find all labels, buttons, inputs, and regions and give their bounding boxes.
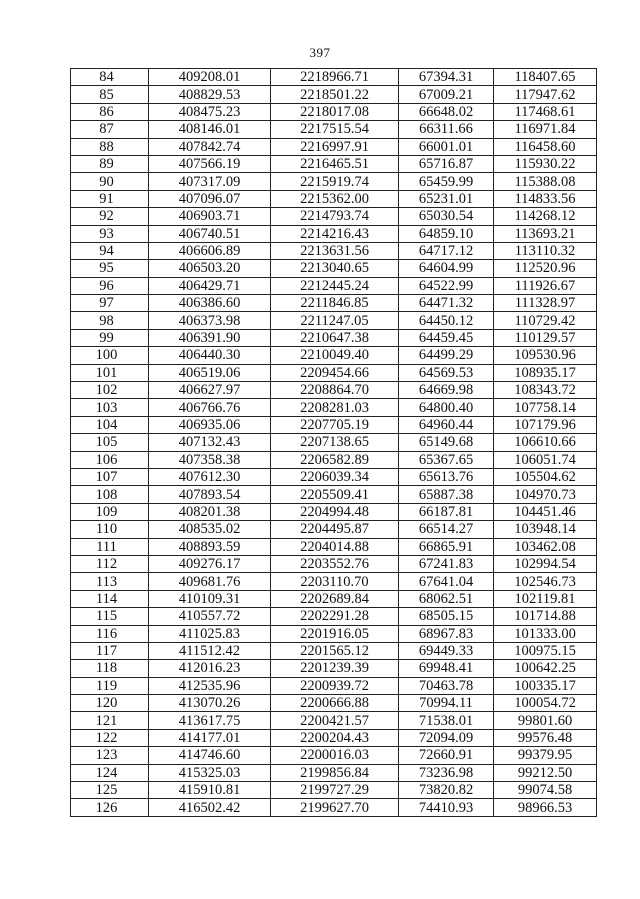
coord-a-cell: 415910.81 xyxy=(149,782,271,799)
coord-b-cell: 2216465.51 xyxy=(271,155,399,172)
table-row xyxy=(71,312,597,329)
coord-c-cell: 72094.09 xyxy=(399,729,494,746)
coord-d-cell: 110729.42 xyxy=(494,312,597,329)
coord-c-cell: 64471.32 xyxy=(399,295,494,312)
coord-c-cell: 65613.76 xyxy=(399,468,494,485)
coord-d-cell: 113110.32 xyxy=(494,242,597,259)
coord-c-cell: 70463.78 xyxy=(399,677,494,694)
coord-d-cell: 108343.72 xyxy=(494,382,597,399)
coord-c-cell: 74410.93 xyxy=(399,799,494,816)
point-number-cell: 110 xyxy=(71,521,149,538)
coord-c-cell: 64499.29 xyxy=(399,347,494,364)
coord-c-cell: 66514.27 xyxy=(399,521,494,538)
point-number-cell: 84 xyxy=(71,69,149,86)
point-number-cell: 98 xyxy=(71,312,149,329)
coord-b-cell: 2199856.84 xyxy=(271,764,399,781)
coord-c-cell: 64859.10 xyxy=(399,225,494,242)
coord-c-cell: 64960.44 xyxy=(399,416,494,433)
coord-d-cell: 115388.08 xyxy=(494,173,597,190)
coord-c-cell: 73236.98 xyxy=(399,764,494,781)
coord-d-cell: 117947.62 xyxy=(494,86,597,103)
coord-b-cell: 2212445.24 xyxy=(271,277,399,294)
point-number-cell: 124 xyxy=(71,764,149,781)
coord-d-cell: 103948.14 xyxy=(494,521,597,538)
coord-b-cell: 2201565.12 xyxy=(271,642,399,659)
coord-a-cell: 406373.98 xyxy=(149,312,271,329)
coord-a-cell: 406935.06 xyxy=(149,416,271,433)
table-row xyxy=(71,416,597,433)
table-row xyxy=(71,225,597,242)
coordinates-table xyxy=(70,68,597,817)
table-row xyxy=(71,173,597,190)
coord-c-cell: 64450.12 xyxy=(399,312,494,329)
coord-a-cell: 411025.83 xyxy=(149,625,271,642)
coord-a-cell: 406391.90 xyxy=(149,329,271,346)
coord-d-cell: 99212.50 xyxy=(494,764,597,781)
coord-a-cell: 406386.60 xyxy=(149,295,271,312)
coord-c-cell: 67641.04 xyxy=(399,573,494,590)
coord-a-cell: 416502.42 xyxy=(149,799,271,816)
table-row xyxy=(71,747,597,764)
coord-b-cell: 2214793.74 xyxy=(271,208,399,225)
coord-d-cell: 111926.67 xyxy=(494,277,597,294)
coord-c-cell: 71538.01 xyxy=(399,712,494,729)
table-row xyxy=(71,208,597,225)
coord-a-cell: 410109.31 xyxy=(149,590,271,607)
coord-b-cell: 2207138.65 xyxy=(271,434,399,451)
coord-c-cell: 66865.91 xyxy=(399,538,494,555)
coord-a-cell: 408829.53 xyxy=(149,86,271,103)
coord-a-cell: 412535.96 xyxy=(149,677,271,694)
point-number-cell: 117 xyxy=(71,642,149,659)
point-number-cell: 95 xyxy=(71,260,149,277)
coord-b-cell: 2210647.38 xyxy=(271,329,399,346)
coord-a-cell: 413070.26 xyxy=(149,695,271,712)
table-row xyxy=(71,69,597,86)
table-row xyxy=(71,260,597,277)
coord-a-cell: 407612.30 xyxy=(149,468,271,485)
table-row xyxy=(71,555,597,572)
coord-c-cell: 66001.01 xyxy=(399,138,494,155)
table-row xyxy=(71,364,597,381)
coord-c-cell: 68062.51 xyxy=(399,590,494,607)
coord-a-cell: 408893.59 xyxy=(149,538,271,555)
coord-d-cell: 100975.15 xyxy=(494,642,597,659)
coord-a-cell: 406440.30 xyxy=(149,347,271,364)
coord-a-cell: 406606.89 xyxy=(149,242,271,259)
point-number-cell: 102 xyxy=(71,382,149,399)
table-row xyxy=(71,155,597,172)
coord-a-cell: 409681.76 xyxy=(149,573,271,590)
coord-d-cell: 99379.95 xyxy=(494,747,597,764)
coord-c-cell: 64800.40 xyxy=(399,399,494,416)
point-number-cell: 90 xyxy=(71,173,149,190)
coord-d-cell: 114833.56 xyxy=(494,190,597,207)
coord-d-cell: 102546.73 xyxy=(494,573,597,590)
coord-b-cell: 2218966.71 xyxy=(271,69,399,86)
coord-b-cell: 2211846.85 xyxy=(271,295,399,312)
coord-a-cell: 406503.20 xyxy=(149,260,271,277)
coord-b-cell: 2217515.54 xyxy=(271,121,399,138)
table-row xyxy=(71,242,597,259)
coord-b-cell: 2210049.40 xyxy=(271,347,399,364)
coord-b-cell: 2204014.88 xyxy=(271,538,399,555)
coord-c-cell: 64569.53 xyxy=(399,364,494,381)
coord-a-cell: 406766.76 xyxy=(149,399,271,416)
table-row xyxy=(71,503,597,520)
coord-a-cell: 408201.38 xyxy=(149,503,271,520)
table-row xyxy=(71,764,597,781)
coord-c-cell: 70994.11 xyxy=(399,695,494,712)
coord-d-cell: 100335.17 xyxy=(494,677,597,694)
coord-d-cell: 112520.96 xyxy=(494,260,597,277)
coord-b-cell: 2213631.56 xyxy=(271,242,399,259)
coord-c-cell: 67241.83 xyxy=(399,555,494,572)
table-row xyxy=(71,382,597,399)
coord-b-cell: 2216997.91 xyxy=(271,138,399,155)
table-row xyxy=(71,277,597,294)
page-number: 397 xyxy=(309,45,331,60)
coord-a-cell: 407096.07 xyxy=(149,190,271,207)
coord-c-cell: 66648.02 xyxy=(399,103,494,120)
table-row xyxy=(71,295,597,312)
coord-b-cell: 2208864.70 xyxy=(271,382,399,399)
point-number-cell: 109 xyxy=(71,503,149,520)
coord-c-cell: 65716.87 xyxy=(399,155,494,172)
coord-a-cell: 407893.54 xyxy=(149,486,271,503)
point-number-cell: 99 xyxy=(71,329,149,346)
point-number-cell: 89 xyxy=(71,155,149,172)
coord-b-cell: 2218017.08 xyxy=(271,103,399,120)
coord-b-cell: 2215919.74 xyxy=(271,173,399,190)
coord-b-cell: 2203110.70 xyxy=(271,573,399,590)
table-row xyxy=(71,521,597,538)
coord-c-cell: 65030.54 xyxy=(399,208,494,225)
point-number-cell: 113 xyxy=(71,573,149,590)
coord-d-cell: 104970.73 xyxy=(494,486,597,503)
point-number-cell: 85 xyxy=(71,86,149,103)
coord-b-cell: 2199627.70 xyxy=(271,799,399,816)
coord-a-cell: 406429.71 xyxy=(149,277,271,294)
point-number-cell: 125 xyxy=(71,782,149,799)
coord-b-cell: 2200421.57 xyxy=(271,712,399,729)
point-number-cell: 101 xyxy=(71,364,149,381)
coord-d-cell: 103462.08 xyxy=(494,538,597,555)
coord-b-cell: 2200666.88 xyxy=(271,695,399,712)
table-row xyxy=(71,451,597,468)
coord-b-cell: 2202291.28 xyxy=(271,608,399,625)
coord-c-cell: 67009.21 xyxy=(399,86,494,103)
point-number-cell: 106 xyxy=(71,451,149,468)
coord-b-cell: 2207705.19 xyxy=(271,416,399,433)
point-number-cell: 100 xyxy=(71,347,149,364)
coord-d-cell: 114268.12 xyxy=(494,208,597,225)
coord-c-cell: 69449.33 xyxy=(399,642,494,659)
coord-b-cell: 2201239.39 xyxy=(271,660,399,677)
table-row xyxy=(71,799,597,816)
coord-c-cell: 72660.91 xyxy=(399,747,494,764)
coord-d-cell: 116458.60 xyxy=(494,138,597,155)
coord-d-cell: 104451.46 xyxy=(494,503,597,520)
table-row xyxy=(71,677,597,694)
point-number-cell: 123 xyxy=(71,747,149,764)
point-number-cell: 111 xyxy=(71,538,149,555)
coord-b-cell: 2214216.43 xyxy=(271,225,399,242)
coord-a-cell: 415325.03 xyxy=(149,764,271,781)
coord-c-cell: 65887.38 xyxy=(399,486,494,503)
coord-b-cell: 2215362.00 xyxy=(271,190,399,207)
coord-b-cell: 2211247.05 xyxy=(271,312,399,329)
coord-d-cell: 107179.96 xyxy=(494,416,597,433)
coord-b-cell: 2201916.05 xyxy=(271,625,399,642)
coord-d-cell: 100642.25 xyxy=(494,660,597,677)
table-row xyxy=(71,347,597,364)
coord-d-cell: 110129.57 xyxy=(494,329,597,346)
point-number-cell: 126 xyxy=(71,799,149,816)
coord-d-cell: 98966.53 xyxy=(494,799,597,816)
coord-b-cell: 2204994.48 xyxy=(271,503,399,520)
coord-a-cell: 413617.75 xyxy=(149,712,271,729)
coord-c-cell: 69948.41 xyxy=(399,660,494,677)
point-number-cell: 92 xyxy=(71,208,149,225)
point-number-cell: 121 xyxy=(71,712,149,729)
coord-c-cell: 64669.98 xyxy=(399,382,494,399)
table-row xyxy=(71,660,597,677)
coord-a-cell: 406903.71 xyxy=(149,208,271,225)
coord-d-cell: 115930.22 xyxy=(494,155,597,172)
coord-b-cell: 2206039.34 xyxy=(271,468,399,485)
coord-c-cell: 67394.31 xyxy=(399,69,494,86)
table-row xyxy=(71,329,597,346)
coord-d-cell: 111328.97 xyxy=(494,295,597,312)
coord-c-cell: 68967.83 xyxy=(399,625,494,642)
point-number-cell: 119 xyxy=(71,677,149,694)
table-row xyxy=(71,103,597,120)
coord-c-cell: 64717.12 xyxy=(399,242,494,259)
table-row xyxy=(71,642,597,659)
coord-a-cell: 414177.01 xyxy=(149,729,271,746)
table-row xyxy=(71,399,597,416)
point-number-cell: 105 xyxy=(71,434,149,451)
coord-a-cell: 407358.38 xyxy=(149,451,271,468)
point-number-cell: 86 xyxy=(71,103,149,120)
coord-c-cell: 65231.01 xyxy=(399,190,494,207)
table-row xyxy=(71,86,597,103)
coord-a-cell: 406519.06 xyxy=(149,364,271,381)
table-row xyxy=(71,538,597,555)
coord-a-cell: 407132.43 xyxy=(149,434,271,451)
point-number-cell: 108 xyxy=(71,486,149,503)
coord-c-cell: 66311.66 xyxy=(399,121,494,138)
coord-c-cell: 73820.82 xyxy=(399,782,494,799)
table-row xyxy=(71,468,597,485)
point-number-cell: 122 xyxy=(71,729,149,746)
table-row xyxy=(71,590,597,607)
coord-c-cell: 64604.99 xyxy=(399,260,494,277)
coord-d-cell: 102994.54 xyxy=(494,555,597,572)
table-row xyxy=(71,434,597,451)
point-number-cell: 104 xyxy=(71,416,149,433)
table-row xyxy=(71,608,597,625)
coord-a-cell: 410557.72 xyxy=(149,608,271,625)
table-row xyxy=(71,190,597,207)
coord-d-cell: 107758.14 xyxy=(494,399,597,416)
point-number-cell: 88 xyxy=(71,138,149,155)
coord-b-cell: 2205509.41 xyxy=(271,486,399,503)
coord-b-cell: 2203552.76 xyxy=(271,555,399,572)
coord-d-cell: 106051.74 xyxy=(494,451,597,468)
point-number-cell: 94 xyxy=(71,242,149,259)
coord-b-cell: 2206582.89 xyxy=(271,451,399,468)
table-row xyxy=(71,695,597,712)
coord-d-cell: 100054.72 xyxy=(494,695,597,712)
point-number-cell: 114 xyxy=(71,590,149,607)
table-row xyxy=(71,573,597,590)
coord-b-cell: 2213040.65 xyxy=(271,260,399,277)
coord-a-cell: 407317.09 xyxy=(149,173,271,190)
table-row xyxy=(71,121,597,138)
coord-b-cell: 2202689.84 xyxy=(271,590,399,607)
coord-c-cell: 65367.65 xyxy=(399,451,494,468)
point-number-cell: 115 xyxy=(71,608,149,625)
coord-a-cell: 409208.01 xyxy=(149,69,271,86)
coord-a-cell: 411512.42 xyxy=(149,642,271,659)
point-number-cell: 103 xyxy=(71,399,149,416)
coord-a-cell: 414746.60 xyxy=(149,747,271,764)
coord-d-cell: 117468.61 xyxy=(494,103,597,120)
point-number-cell: 107 xyxy=(71,468,149,485)
coord-a-cell: 408146.01 xyxy=(149,121,271,138)
coord-d-cell: 105504.62 xyxy=(494,468,597,485)
point-number-cell: 112 xyxy=(71,555,149,572)
coord-a-cell: 406627.97 xyxy=(149,382,271,399)
coord-c-cell: 66187.81 xyxy=(399,503,494,520)
coord-d-cell: 99576.48 xyxy=(494,729,597,746)
table-row xyxy=(71,729,597,746)
table-row xyxy=(71,625,597,642)
coord-b-cell: 2200204.43 xyxy=(271,729,399,746)
coord-b-cell: 2200939.72 xyxy=(271,677,399,694)
coord-b-cell: 2208281.03 xyxy=(271,399,399,416)
table-row xyxy=(71,712,597,729)
coord-d-cell: 118407.65 xyxy=(494,69,597,86)
point-number-cell: 97 xyxy=(71,295,149,312)
coord-b-cell: 2218501.22 xyxy=(271,86,399,103)
coord-d-cell: 113693.21 xyxy=(494,225,597,242)
table-row xyxy=(71,486,597,503)
coord-d-cell: 108935.17 xyxy=(494,364,597,381)
coord-a-cell: 409276.17 xyxy=(149,555,271,572)
coord-c-cell: 64459.45 xyxy=(399,329,494,346)
coord-c-cell: 65149.68 xyxy=(399,434,494,451)
coord-d-cell: 106610.66 xyxy=(494,434,597,451)
coord-c-cell: 68505.15 xyxy=(399,608,494,625)
point-number-cell: 118 xyxy=(71,660,149,677)
point-number-cell: 87 xyxy=(71,121,149,138)
coord-d-cell: 102119.81 xyxy=(494,590,597,607)
table-row xyxy=(71,138,597,155)
coord-d-cell: 101714.88 xyxy=(494,608,597,625)
coord-b-cell: 2209454.66 xyxy=(271,364,399,381)
coord-d-cell: 101333.00 xyxy=(494,625,597,642)
coord-a-cell: 412016.23 xyxy=(149,660,271,677)
coord-a-cell: 407842.74 xyxy=(149,138,271,155)
point-number-cell: 93 xyxy=(71,225,149,242)
point-number-cell: 120 xyxy=(71,695,149,712)
point-number-cell: 91 xyxy=(71,190,149,207)
coord-d-cell: 99074.58 xyxy=(494,782,597,799)
coord-c-cell: 64522.99 xyxy=(399,277,494,294)
coord-d-cell: 116971.84 xyxy=(494,121,597,138)
point-number-cell: 116 xyxy=(71,625,149,642)
coord-a-cell: 408535.02 xyxy=(149,521,271,538)
table-row xyxy=(71,782,597,799)
point-number-cell: 96 xyxy=(71,277,149,294)
coord-d-cell: 99801.60 xyxy=(494,712,597,729)
coord-c-cell: 65459.99 xyxy=(399,173,494,190)
coord-b-cell: 2199727.29 xyxy=(271,782,399,799)
coord-a-cell: 408475.23 xyxy=(149,103,271,120)
coord-b-cell: 2204495.87 xyxy=(271,521,399,538)
coord-d-cell: 109530.96 xyxy=(494,347,597,364)
coord-a-cell: 406740.51 xyxy=(149,225,271,242)
coord-a-cell: 407566.19 xyxy=(149,155,271,172)
coord-b-cell: 2200016.03 xyxy=(271,747,399,764)
table-body xyxy=(71,69,597,817)
